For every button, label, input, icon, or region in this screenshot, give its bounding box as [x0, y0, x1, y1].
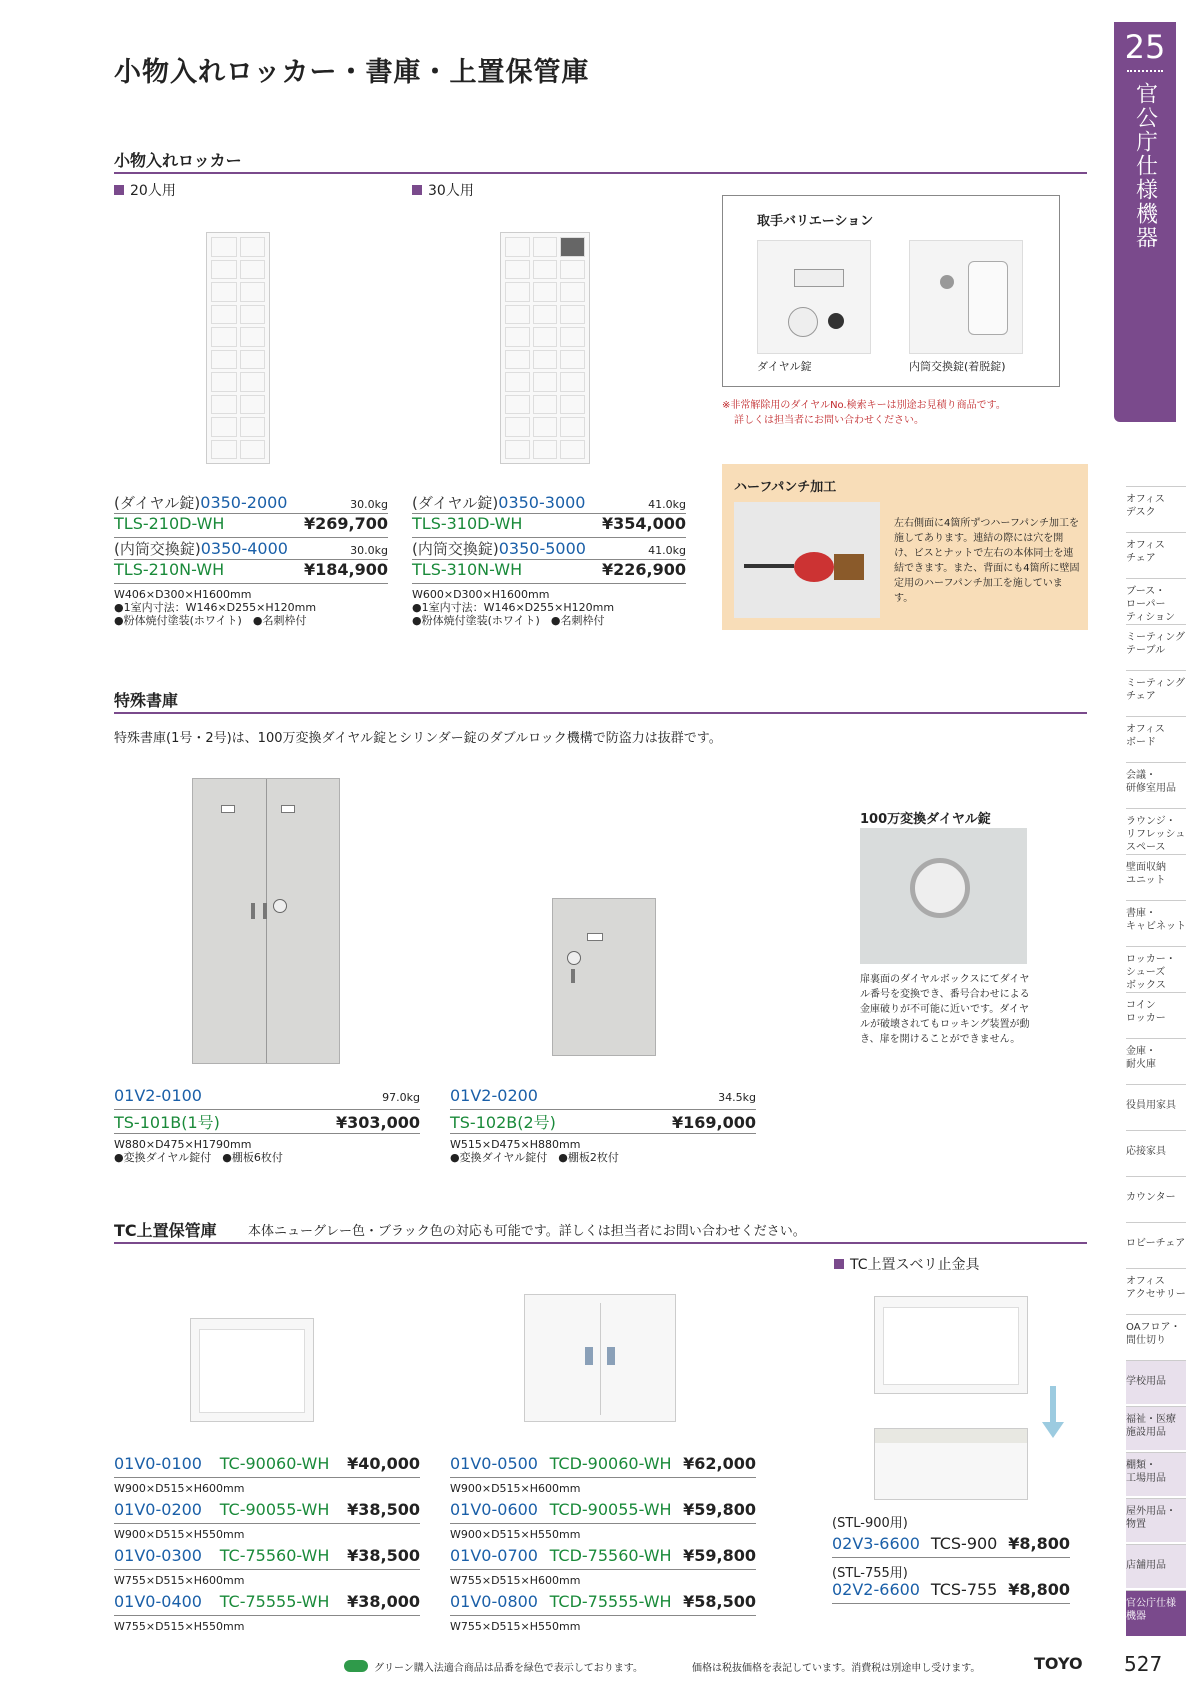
- halfpunch-title: ハーフパンチ加工: [734, 480, 837, 495]
- locker20-table: [114, 492, 388, 627]
- sidebar-item[interactable]: ミーティング チェア: [1126, 670, 1186, 714]
- table-row: 02V2-6600 TCS-755 ¥8,800: [832, 1580, 1070, 1604]
- spec: ●粉体焼付塗装(ホワイト) ●名刺枠付: [412, 614, 605, 627]
- table-row: TLS-310N-WH ¥226,900: [412, 560, 686, 584]
- cylinder-lock-label: 内筒交換錠(着脱錠): [909, 360, 1006, 373]
- sidebar-item[interactable]: オフィス デスク: [1126, 486, 1186, 530]
- sidebar-item[interactable]: 書庫・ キャビネット: [1126, 900, 1186, 944]
- sidebar-item[interactable]: 役員用家具: [1126, 1084, 1186, 1128]
- tc-open-table: [114, 1454, 420, 1638]
- table-row: 02V3-6600 TCS-900 ¥8,800: [832, 1534, 1070, 1558]
- locker20-label: 20人用: [114, 180, 176, 200]
- table-row: 01V0-0300 TC-75560-WH ¥38,500: [114, 1546, 420, 1570]
- tc-note: 本体ニューグレー色・ブラック色の対応も可能です。詳しくは担当者にお問い合わせください。: [248, 1224, 806, 1239]
- sidebar-item[interactable]: 応接家具: [1126, 1130, 1186, 1174]
- safe1-table: [114, 1086, 420, 1164]
- footer-tax: 価格は税抜価格を表記しています。消費税は別途申し受けます。: [692, 1663, 981, 1674]
- sidebar-item[interactable]: ロッカー・ シューズ ボックス: [1126, 946, 1186, 990]
- green-mark-icon: [344, 1660, 368, 1672]
- spec: ●粉体焼付塗装(ホワイト) ●名刺枠付: [114, 614, 307, 627]
- safe2-table: [450, 1086, 756, 1164]
- handle-note: ※非常解除用のダイヤルNo.検索キーは別途お見積り商品です。: [722, 400, 1006, 411]
- sidebar-item[interactable]: オフィス チェア: [1126, 532, 1186, 576]
- spec: W406×D300×H1600mm: [114, 588, 252, 601]
- table-row: TS-101B(1号) ¥303,000: [114, 1110, 420, 1134]
- spec: ●変換ダイヤル錠付 ●棚板2枚付: [450, 1151, 619, 1164]
- spec: W600×D300×H1600mm: [412, 588, 550, 601]
- handle-variation-box: [722, 195, 1060, 387]
- page-title: 小物入れロッカー・書庫・上置保管庫: [114, 57, 590, 88]
- safe1-image: [192, 778, 340, 1064]
- safe-rule: [114, 712, 1087, 714]
- footer-green: グリーン購入法適合商品は品番を緑色で表示しております。: [374, 1663, 643, 1674]
- dial-lock-image: [757, 240, 871, 354]
- handle-title: 取手バリエーション: [757, 214, 874, 229]
- spec: ●1室内寸法：W146×D255×H120mm: [412, 601, 615, 614]
- table-row: (内筒交換錠)0350-4000 30.0kg: [114, 539, 388, 558]
- table-row: 01V0-0500 TCD-90060-WH ¥62,000: [450, 1454, 756, 1478]
- table-row: (ダイヤル錠)0350-2000 30.0kg: [114, 493, 388, 512]
- spec: W900×D515×H600mm: [114, 1482, 245, 1495]
- arrow-head-icon: [1042, 1422, 1064, 1438]
- arrow-down-icon: [1050, 1386, 1056, 1426]
- spec: W880×D475×H1790mm: [114, 1138, 252, 1151]
- safe-heading: 特殊書庫: [114, 691, 179, 710]
- cylinder-lock-image: [909, 240, 1023, 354]
- slip-title: TC上置スベリ止金具: [834, 1254, 980, 1274]
- table-row: 01V0-0800 TCD-75555-WH ¥58,500: [450, 1592, 756, 1616]
- slip-image-top: [874, 1296, 1028, 1394]
- dial-lock-label: ダイヤル錠: [757, 360, 812, 373]
- tc-rule: [114, 1242, 1087, 1244]
- spec: ●1室内寸法：W146×D255×H120mm: [114, 601, 317, 614]
- sidebar-item[interactable]: 棚類・ 工場用品: [1126, 1452, 1186, 1496]
- halfpunch-image: [734, 502, 880, 618]
- dial-title: 100万変換ダイヤル錠: [860, 812, 991, 827]
- sidebar-item[interactable]: 壁面収納 ユニット: [1126, 854, 1186, 898]
- spec: W755×D515×H600mm: [114, 1574, 245, 1587]
- safe2-image: [552, 898, 656, 1056]
- sidebar-item[interactable]: オフィス アクセサリー: [1126, 1268, 1186, 1312]
- slip-for: (STL-755用): [832, 1566, 908, 1581]
- sidebar-item[interactable]: OAフロア・ 間仕切り: [1126, 1314, 1186, 1358]
- sidebar-item[interactable]: 福祉・医療 施設用品: [1126, 1406, 1186, 1450]
- locker-rule: [114, 172, 1087, 174]
- table-row: 01V0-0100 TC-90060-WH ¥40,000: [114, 1454, 420, 1478]
- dial-text: 扉裏面のダイヤルボックスにてダイヤル番号を変換でき、番号合わせによる金庫破りが不可能に近いです。ダイヤルが破壊されてもロッキング装置が動き、扉を開けることができません。: [860, 974, 1030, 1045]
- spec: W755×D515×H550mm: [114, 1620, 245, 1633]
- sidebar-item[interactable]: 会議・ 研修室用品: [1126, 762, 1186, 806]
- spec: W900×D515×H600mm: [450, 1482, 581, 1495]
- locker20-image: [206, 232, 270, 464]
- dial-image: [860, 828, 1027, 964]
- tc-door-table: [450, 1454, 756, 1638]
- slip-for: (STL-900用): [832, 1516, 908, 1531]
- brand-logo: TOYO: [1034, 1654, 1083, 1673]
- sidebar-item-current[interactable]: 官公庁仕様 機器: [1126, 1590, 1186, 1636]
- table-row: TLS-310D-WH ¥354,000: [412, 514, 686, 538]
- table-row: 01V2-0200 34.5kg: [450, 1086, 756, 1110]
- table-row: 01V0-0400 TC-75555-WH ¥38,000: [114, 1592, 420, 1616]
- table-row: (ダイヤル錠)0350-3000 41.0kg: [412, 493, 686, 512]
- handle-note2: 詳しくは担当者にお問い合わせください。: [734, 415, 924, 426]
- sidebar-item[interactable]: ミーティング テーブル: [1126, 624, 1186, 668]
- tc-door-image: [524, 1294, 676, 1422]
- table-row: 01V0-0600 TCD-90055-WH ¥59,800: [450, 1500, 756, 1524]
- tc-heading: TC上置保管庫: [114, 1221, 217, 1240]
- chapter-title: 官公庁仕様機器: [1132, 82, 1158, 250]
- table-row: (内筒交換錠)0350-5000 41.0kg: [412, 539, 686, 558]
- table-row: 01V0-0700 TCD-75560-WH ¥59,800: [450, 1546, 756, 1570]
- locker30-image: [500, 232, 590, 464]
- sidebar-item[interactable]: ラウンジ・ リフレッシュ スペース: [1126, 808, 1186, 852]
- slip-table: [832, 1512, 1070, 1604]
- spec: W900×D515×H550mm: [114, 1528, 245, 1541]
- sidebar-item[interactable]: 店舗用品: [1126, 1544, 1186, 1588]
- table-row: TS-102B(2号) ¥169,000: [450, 1110, 756, 1134]
- safe-desc: 特殊書庫(1号・2号)は、100万変換ダイヤル錠とシリンダー錠のダブルロック機構で防盗力は抜群です。: [114, 731, 722, 746]
- sidebar-item[interactable]: ロビーチェア: [1126, 1222, 1186, 1266]
- locker-heading: 小物入れロッカー: [114, 151, 242, 170]
- spec: W755×D515×H550mm: [450, 1620, 581, 1633]
- table-row: 01V0-0200 TC-90055-WH ¥38,500: [114, 1500, 420, 1524]
- locker30-label: 30人用: [412, 180, 474, 200]
- sidebar-item[interactable]: 屋外用品・ 物置: [1126, 1498, 1186, 1542]
- sidebar-item[interactable]: カウンター: [1126, 1176, 1186, 1220]
- sidebar-item[interactable]: 金庫・ 耐火庫: [1126, 1038, 1186, 1082]
- table-row: TLS-210D-WH ¥269,700: [114, 514, 388, 538]
- locker30-table: [412, 492, 686, 627]
- halfpunch-box: [722, 464, 1088, 630]
- table-row: TLS-210N-WH ¥184,900: [114, 560, 388, 584]
- sidebar-item[interactable]: ブース・ ローパー ティション: [1126, 578, 1186, 622]
- sidebar-item[interactable]: オフィス ボード: [1126, 716, 1186, 760]
- spec: W515×D475×H880mm: [450, 1138, 581, 1151]
- table-row: 01V2-0100 97.0kg: [114, 1086, 420, 1110]
- page-number: 527: [1124, 1652, 1163, 1676]
- halfpunch-text: 左右側面に4箇所ずつハーフパンチ加工を施してあります。連結の際には穴を開け、ビスとナットで左右の本体同士を連結できます。また、背面にも4箇所に壁固定用のハーフパンチ加工を施しています。: [894, 518, 1080, 604]
- tc-open-image: [190, 1318, 314, 1422]
- spec: ●変換ダイヤル錠付 ●棚板6枚付: [114, 1151, 283, 1164]
- spec: W900×D515×H550mm: [450, 1528, 581, 1541]
- sidebar-item[interactable]: 学校用品: [1126, 1360, 1186, 1404]
- chapter-tab: [1114, 22, 1176, 422]
- slip-image-bottom: [874, 1428, 1028, 1500]
- chapter-number: 25: [1124, 28, 1166, 66]
- sidebar-item[interactable]: コイン ロッカー: [1126, 992, 1186, 1036]
- spec: W755×D515×H600mm: [450, 1574, 581, 1587]
